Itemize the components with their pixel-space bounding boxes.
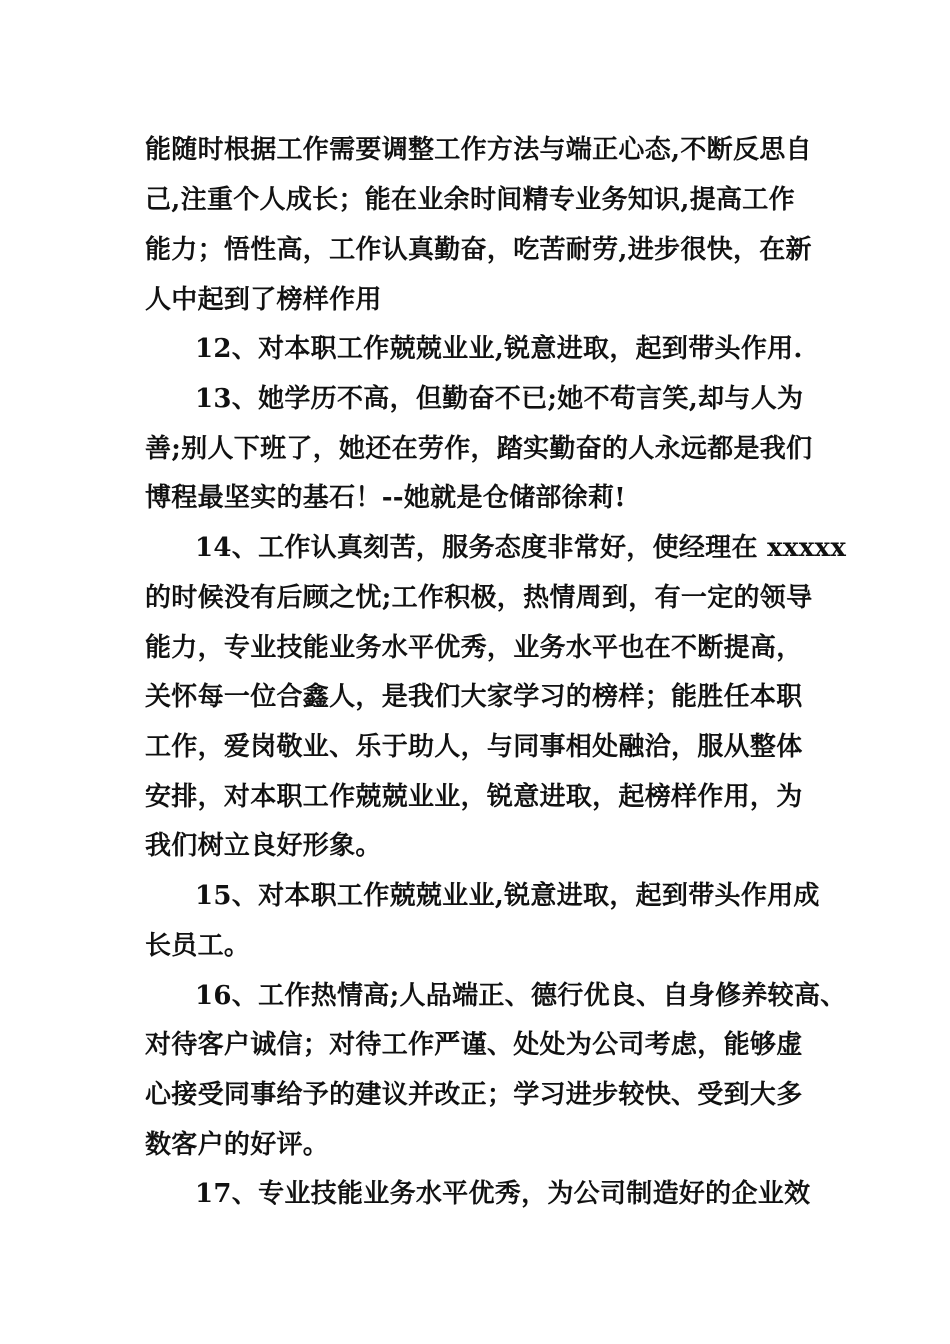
text-line: 能力，专业技能业务水平优秀，业务水平也在不断提高， [145, 633, 803, 663]
text-line: 工作，爱岗敬业、乐于助人，与同事相处融洽，服从整体 [145, 732, 803, 762]
text-line: 对待客户诚信；对待工作严谨、处处为公司考虑，能够虚 [145, 1030, 803, 1060]
text-line: 博程最坚实的基石！--她就是仓储部徐莉! [145, 483, 626, 513]
text-line: 能力；悟性高，工作认真勤奋，吃苦耐劳,进步很快，在新 [145, 235, 812, 265]
text-line: 能随时根据工作需要调整工作方法与端正心态,不断反思自 [145, 135, 812, 165]
text-line: 己,注重个人成长；能在业余时间精专业务知识,提高工作 [145, 185, 795, 215]
text-line: 数客户的好评。 [145, 1130, 330, 1160]
text-line: 12、对本职工作兢兢业业,锐意进取，起到带头作用. [195, 334, 803, 364]
text-line: 长员工。 [145, 931, 251, 961]
text-line: 14、工作认真刻苦，服务态度非常好，使经理在 xxxxx [195, 533, 847, 563]
text-line: 15、对本职工作兢兢业业,锐意进取，起到带头作用成 [195, 881, 820, 911]
text-line: 善;别人下班了，她还在劳作，踏实勤奋的人永远都是我们 [145, 434, 813, 464]
text-line: 我们树立良好形象。 [145, 831, 382, 861]
text-line: 的时候没有后顾之忧;工作积极，热情周到，有一定的领导 [145, 583, 813, 613]
text-line: 13、她学历不高，但勤奋不已;她不苟言笑,却与人为 [195, 384, 804, 414]
text-line: 心接受同事给予的建议并改正；学习进步较快、受到大多 [145, 1080, 803, 1110]
text-line: 安排，对本职工作兢兢业业，锐意进取，起榜样作用，为 [145, 782, 803, 812]
text-line: 16、工作热情高;人品端正、德行优良、自身修养较高、 [195, 981, 847, 1011]
text-line: 关怀每一位合鑫人，是我们大家学习的榜样；能胜任本职 [145, 682, 803, 712]
text-line: 17、专业技能业务水平优秀，为公司制造好的企业效 [195, 1179, 811, 1209]
text-line: 人中起到了榜样作用 [145, 285, 382, 315]
